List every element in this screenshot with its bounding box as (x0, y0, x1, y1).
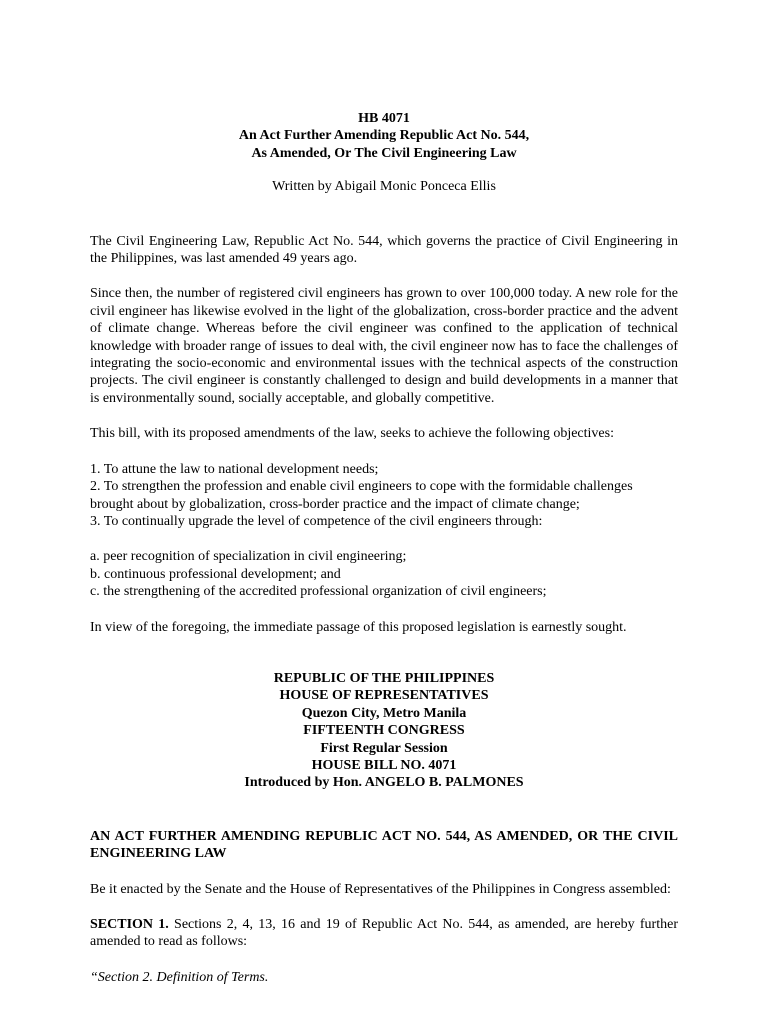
objective-item: 2. To strengthen the profession and enable civil engineers to cope with the formidable challenges brought about by globalization, cross-border practice and the impact of climate change; (90, 479, 633, 512)
bill-title-line1: An Act Further Amending Republic Act No. 544, (238, 128, 530, 144)
objective-item: 1. To attune the law to national development needs; (90, 461, 379, 477)
sub-objectives-list (90, 548, 678, 600)
section-2-heading: “Section 2. Definition of Terms. (90, 969, 269, 985)
official-header-line: Quezon City, Metro Manila (301, 705, 467, 721)
act-title: AN ACT FURTHER AMENDING REPUBLIC ACT NO. 544, AS AMENDED, OR THE CIVIL ENGINEERING LAW (90, 828, 678, 862)
official-header-line: HOUSE OF REPRESENTATIVES (279, 688, 489, 704)
objective-item: 3. To continually upgrade the level of competence of the civil engineers through: (90, 513, 543, 529)
sub-objective-item: b. continuous professional development; and (90, 566, 341, 582)
conclusion-paragraph: In view of the foregoing, the immediate passage of this proposed legislation is earnestly sought. (90, 619, 627, 635)
sub-objective-item: c. the strengthening of the accredited professional organization of civil engineers; (90, 584, 547, 600)
intro-paragraph-3: This bill, with its proposed amendments of the law, seeks to achieve the following objectives: (90, 426, 614, 442)
official-header-line: REPUBLIC OF THE PHILIPPINES (273, 670, 495, 686)
enacting-clause: Be it enacted by the Senate and the House of Representatives of the Philippines in Congress assembled: (90, 881, 671, 897)
official-header-line: HOUSE BILL NO. 4071 (311, 757, 457, 773)
objectives-list (90, 461, 678, 531)
bill-header (90, 110, 678, 162)
author-line: Written by Abigail Monic Ponceca Ellis (272, 179, 496, 195)
bill-number: HB 4071 (358, 111, 410, 126)
official-header-line: Introduced by Hon. ANGELO B. PALMONES (244, 775, 524, 791)
official-header-line: First Regular Session (320, 740, 448, 756)
document-page (90, 110, 678, 986)
official-header-line: FIFTEENTH CONGRESS (303, 723, 465, 739)
sub-objective-item: a. peer recognition of specialization in civil engineering; (90, 549, 407, 565)
section-1 (90, 916, 678, 951)
official-header (90, 670, 678, 792)
section-1-text: Sections 2, 4, 13, 16 and 19 of Republic Act No. 544, as amended, are hereby further amended to read as follows: (90, 917, 678, 950)
bill-title-line2: As Amended, Or The Civil Engineering Law (251, 145, 517, 161)
intro-paragraph-2: Since then, the number of registered civil engineers has grown to over 100,000 today. A new role for the civil engineer has likewise evolved in the light of the globalization, cross-border practice and the advent of climate change. Whereas before the civil engineer was confined to the application of technical knowledge with broader range of issues to deal with, the civil engineer now has to face the challenges of integrating the socio-economic and environmental issues with the technical aspects of the construction projects. The civil engineer is constantly challenged to design and build developments in a manner that is environmentally sound, socially acceptable, and globally competitive. (90, 286, 678, 406)
section-1-label: SECTION 1. (90, 917, 169, 932)
intro-paragraph-1: The Civil Engineering Law, Republic Act No. 544, which governs the practice of Civil Engineering in the Philippines, was last amended 49 years ago. (90, 233, 678, 267)
